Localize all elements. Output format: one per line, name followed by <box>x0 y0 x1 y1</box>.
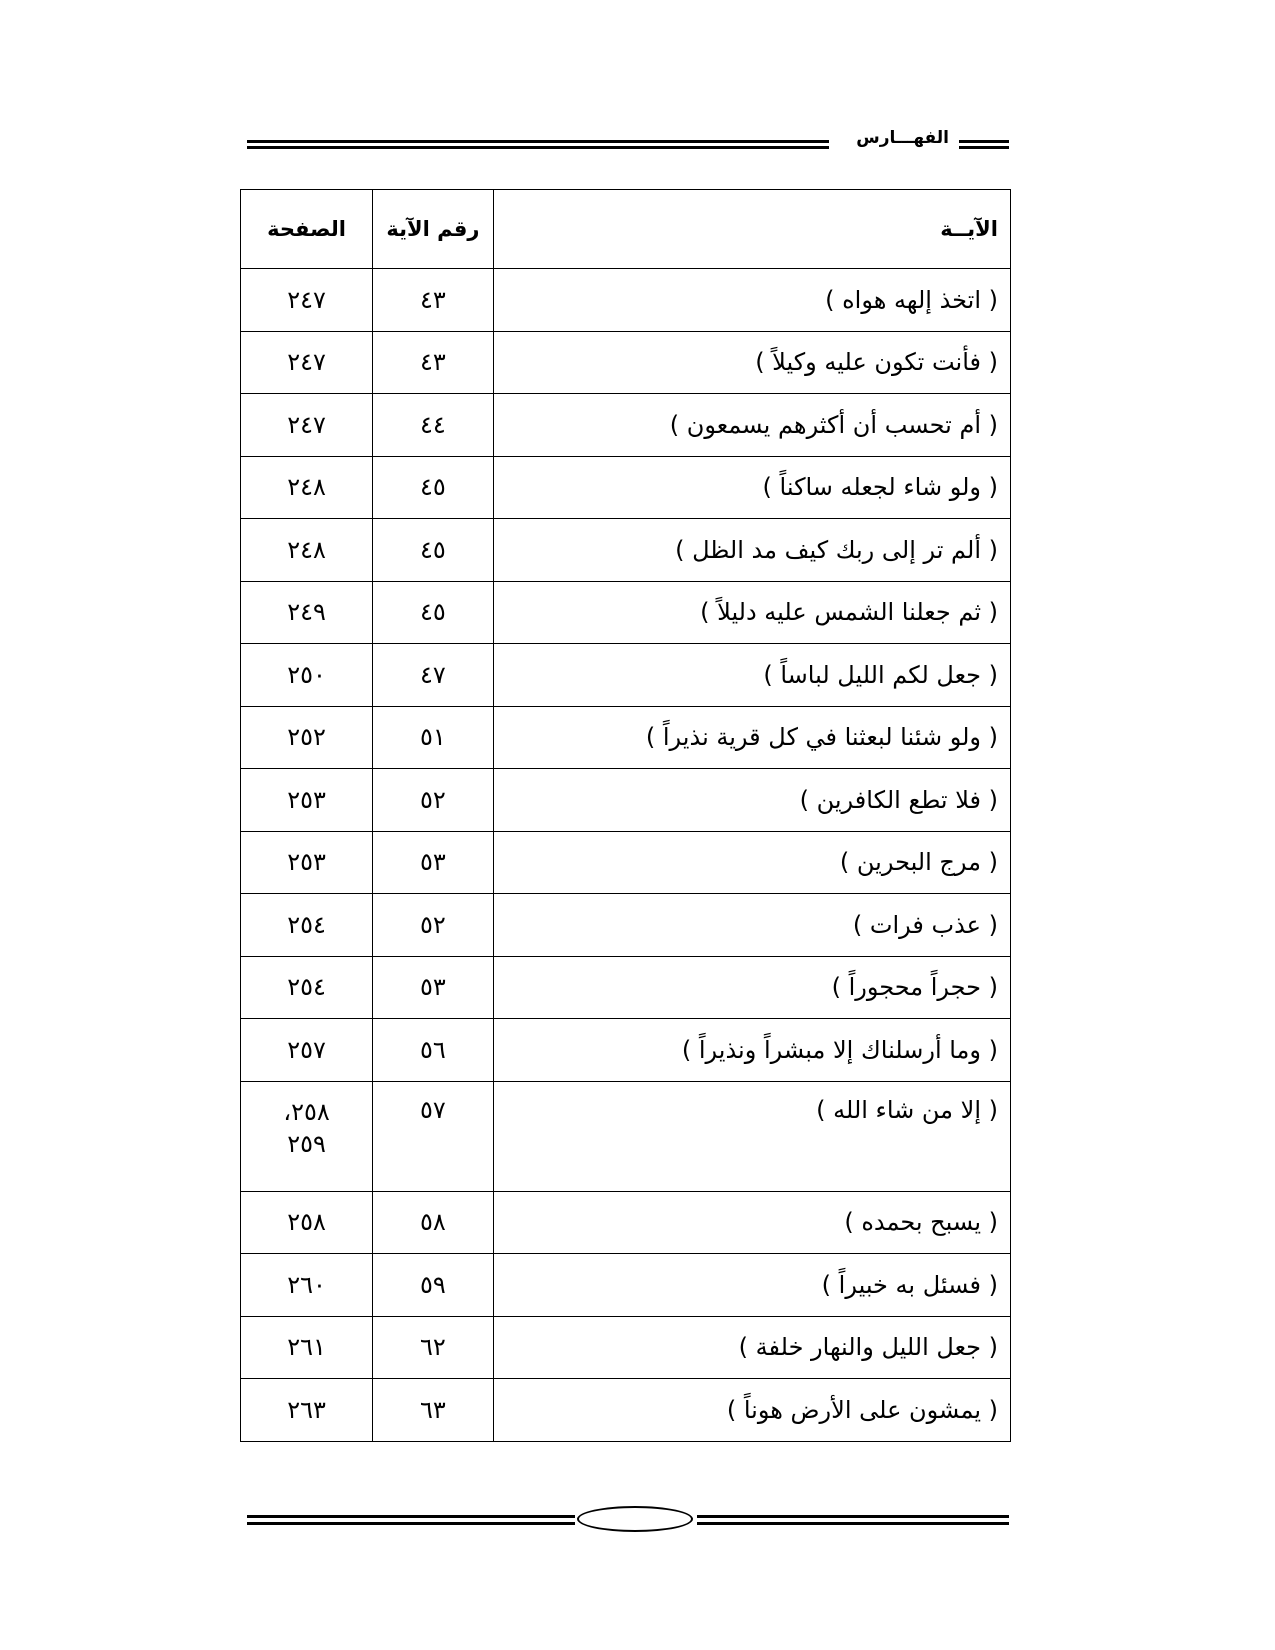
page-cell: ٢٤٨ <box>241 519 373 582</box>
table-row <box>241 644 1011 707</box>
header-rule-long <box>247 140 829 149</box>
ayah-cell: ( مرج البحرين ) <box>493 831 1010 894</box>
page-cell: ٢٥٨ <box>241 1191 373 1254</box>
ayah-cell: ( فأنت تكون عليه وكيلاً ) <box>493 331 1010 394</box>
page-cell: ٢٤٩ <box>241 581 373 644</box>
page-cell: ٢٥٢ <box>241 706 373 769</box>
ayah-number-cell: ٥٣ <box>373 831 494 894</box>
running-title: الفهـــارس <box>856 128 949 148</box>
table-row <box>241 331 1011 394</box>
ayah-cell: ( فلا تطع الكافرين ) <box>493 769 1010 832</box>
ayah-cell: ( ولو شاء لجعله ساكناً ) <box>493 456 1010 519</box>
ayah-index-table <box>240 189 1011 1442</box>
header-rule-short <box>959 140 1009 149</box>
ayah-cell: ( اتخذ إلهه هواه ) <box>493 269 1010 332</box>
page-cell: ٢٦٠ <box>241 1254 373 1317</box>
page-cell <box>241 1081 373 1191</box>
table-row <box>241 1019 1011 1082</box>
table-row <box>241 269 1011 332</box>
ayah-number-cell: ٦٢ <box>373 1316 494 1379</box>
ayah-cell: ( ألم تر إلى ربك كيف مد الظل ) <box>493 519 1010 582</box>
ayah-cell: ( ثم جعلنا الشمس عليه دليلاً ) <box>493 581 1010 644</box>
footer-rule-left <box>247 1515 575 1525</box>
ayah-cell: ( عذب فرات ) <box>493 894 1010 957</box>
table-row <box>241 1254 1011 1317</box>
ayah-cell: ( ولو شئنا لبعثنا في كل قرية نذيراً ) <box>493 706 1010 769</box>
table-row <box>241 706 1011 769</box>
ayah-number-cell: ٥١ <box>373 706 494 769</box>
page-cell: ٢٦٣ <box>241 1379 373 1442</box>
page-number-oval <box>577 1506 693 1532</box>
column-header-ayah-number: رقم الآية <box>373 190 494 269</box>
ayah-number-cell: ٤٣ <box>373 331 494 394</box>
ayah-number-cell: ٤٥ <box>373 581 494 644</box>
ayah-cell: ( فسئل به خبيراً ) <box>493 1254 1010 1317</box>
ayah-number-cell: ٤٧ <box>373 644 494 707</box>
table-row <box>241 1191 1011 1254</box>
page-number-line: ٢٥٨، <box>283 1097 330 1126</box>
table-header-row <box>241 190 1011 269</box>
table-row <box>241 769 1011 832</box>
table-row <box>241 1081 1011 1191</box>
table-row <box>241 956 1011 1019</box>
page-cell: ٢٥٣ <box>241 831 373 894</box>
footer-rule-right <box>697 1515 1009 1525</box>
page-cell: ٢٤٧ <box>241 394 373 457</box>
ayah-cell: ( جعل لكم الليل لباساً ) <box>493 644 1010 707</box>
table-row <box>241 894 1011 957</box>
column-header-ayah: الآيــة <box>493 190 1010 269</box>
ayah-number-cell: ٦٣ <box>373 1379 494 1442</box>
ayah-number-cell: ٤٣ <box>373 269 494 332</box>
page-cell: ٢٥٧ <box>241 1019 373 1082</box>
ayah-number-cell: ٤٤ <box>373 394 494 457</box>
page-cell: ٢٤٧ <box>241 331 373 394</box>
table-row <box>241 831 1011 894</box>
table-row <box>241 456 1011 519</box>
page-cell: ٢٥٤ <box>241 956 373 1019</box>
ayah-number-cell: ٥٩ <box>373 1254 494 1317</box>
page-header <box>247 128 1009 158</box>
ayah-number-cell: ٥٦ <box>373 1019 494 1082</box>
table-row <box>241 1379 1011 1442</box>
page-cell: ٢٥٤ <box>241 894 373 957</box>
page-cell: ٢٥٠ <box>241 644 373 707</box>
ayah-number-cell: ٥٧ <box>373 1081 494 1191</box>
table-row <box>241 1316 1011 1379</box>
ayah-number-cell: ٤٥ <box>373 519 494 582</box>
ayah-number-cell: ٥٢ <box>373 769 494 832</box>
page-cell: ٢٤٧ <box>241 269 373 332</box>
page-number-line: ٢٥٩ <box>287 1129 326 1158</box>
ayah-cell: ( جعل الليل والنهار خلفة ) <box>493 1316 1010 1379</box>
ayah-cell: ( وما أرسلناك إلا مبشراً ونذيراً ) <box>493 1019 1010 1082</box>
ayah-cell: ( يمشون على الأرض هوناً ) <box>493 1379 1010 1442</box>
page-footer-ornament <box>247 1505 1009 1535</box>
ayah-cell: ( أم تحسب أن أكثرهم يسمعون ) <box>493 394 1010 457</box>
page-cell: ٢٥٣ <box>241 769 373 832</box>
ayah-cell: ( إلا من شاء الله ) <box>493 1081 1010 1191</box>
ayah-number-cell: ٥٨ <box>373 1191 494 1254</box>
ayah-cell: ( يسبح بحمده ) <box>493 1191 1010 1254</box>
ayah-cell: ( حجراً محجوراً ) <box>493 956 1010 1019</box>
column-header-page: الصفحة <box>241 190 373 269</box>
page-cell: ٢٦١ <box>241 1316 373 1379</box>
ayah-number-cell: ٤٥ <box>373 456 494 519</box>
page-cell: ٢٤٨ <box>241 456 373 519</box>
ayah-number-cell: ٥٣ <box>373 956 494 1019</box>
table-row <box>241 581 1011 644</box>
table-row <box>241 519 1011 582</box>
table-row <box>241 394 1011 457</box>
ayah-number-cell: ٥٢ <box>373 894 494 957</box>
